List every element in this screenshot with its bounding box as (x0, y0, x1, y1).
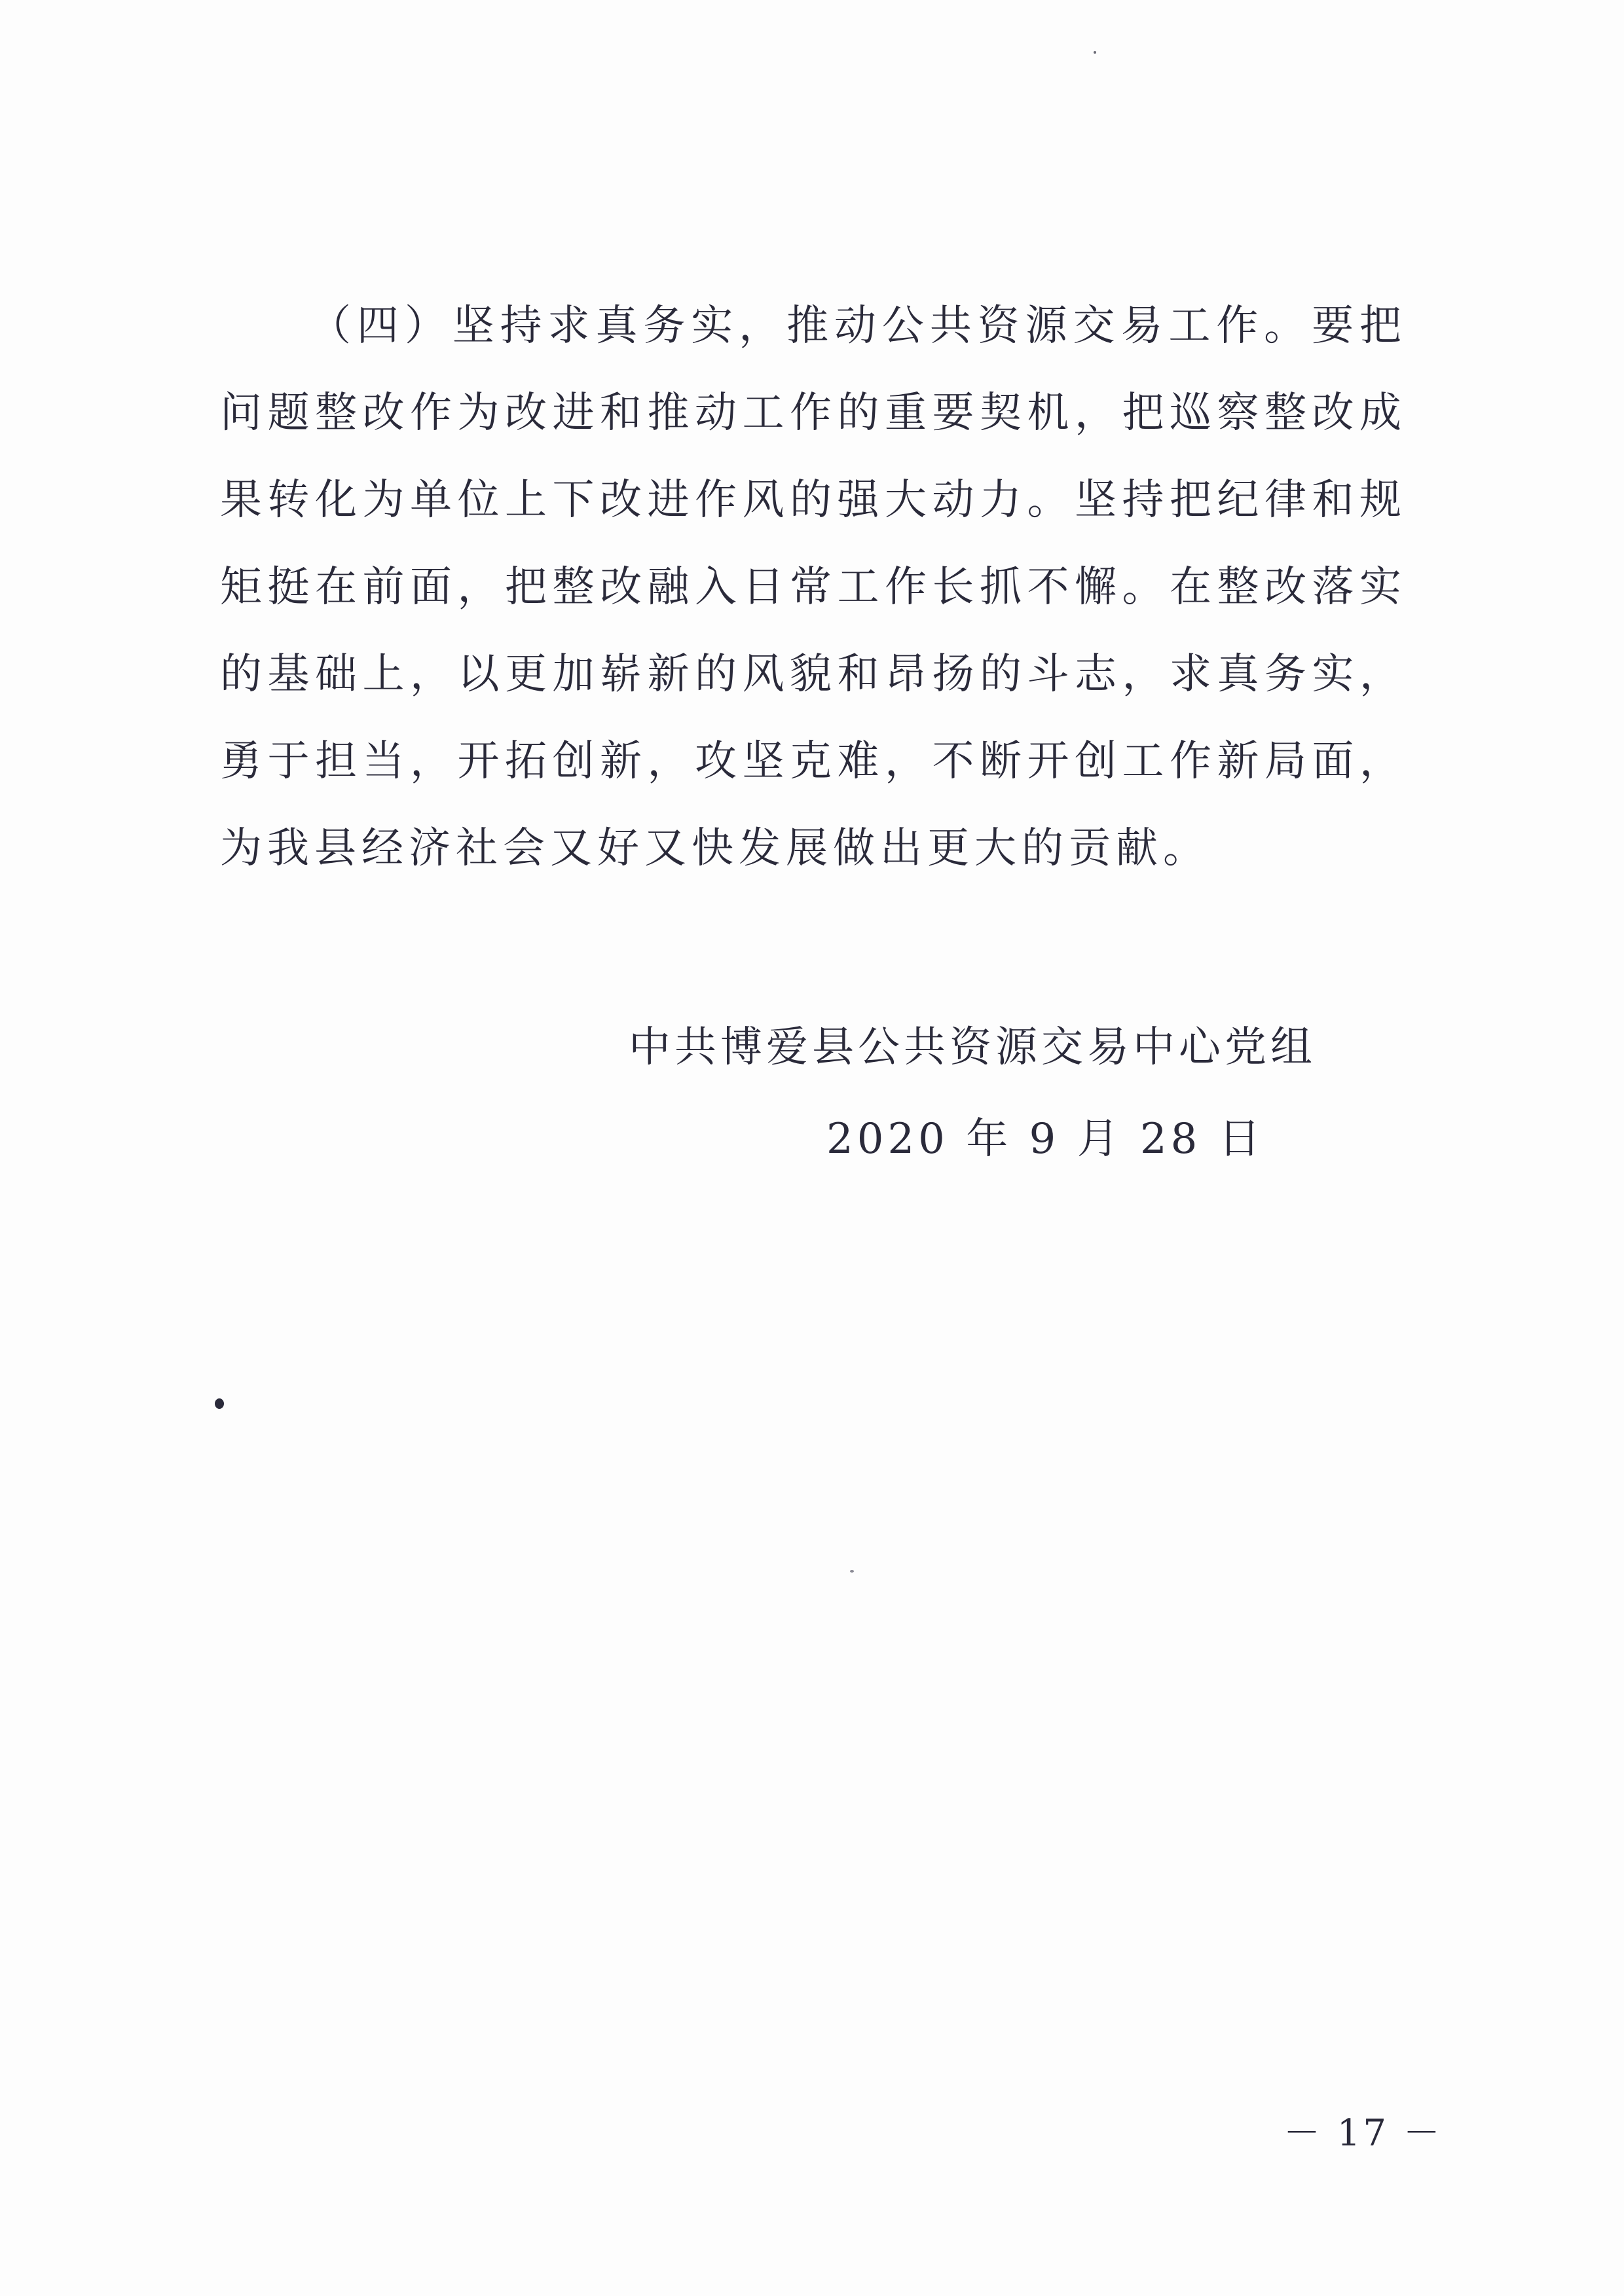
scan-speck-mark (850, 1570, 854, 1573)
body-paragraph: （四）坚持求真务实，推动公共资源交易工作。要把问题整改作为改进和推动工作的重要契机，把巡察整改成果转化为单位上下改进作风的强大动力。坚持把纪律和规矩挺在前面，把整改融入日常工作长抓不懈。在整改落实的基础上，以更加崭新的风貌和昂扬的斗志，求真务实，勇于担当，开拓创新，攻坚克难，不断开创工作新局面，为我县经济社会又好又快发展做出更大的贡献。 (220, 302, 1407, 873)
scan-speck-mark (1094, 51, 1096, 54)
signature-date: 2020 年 9 月 28 日 (826, 1115, 1264, 1163)
scan-speck-mark (215, 1398, 224, 1409)
signature-organization: 中共博爱县公共资源交易中心党组 (629, 1023, 1316, 1072)
page-number: － 17 － (1283, 2112, 1443, 2155)
